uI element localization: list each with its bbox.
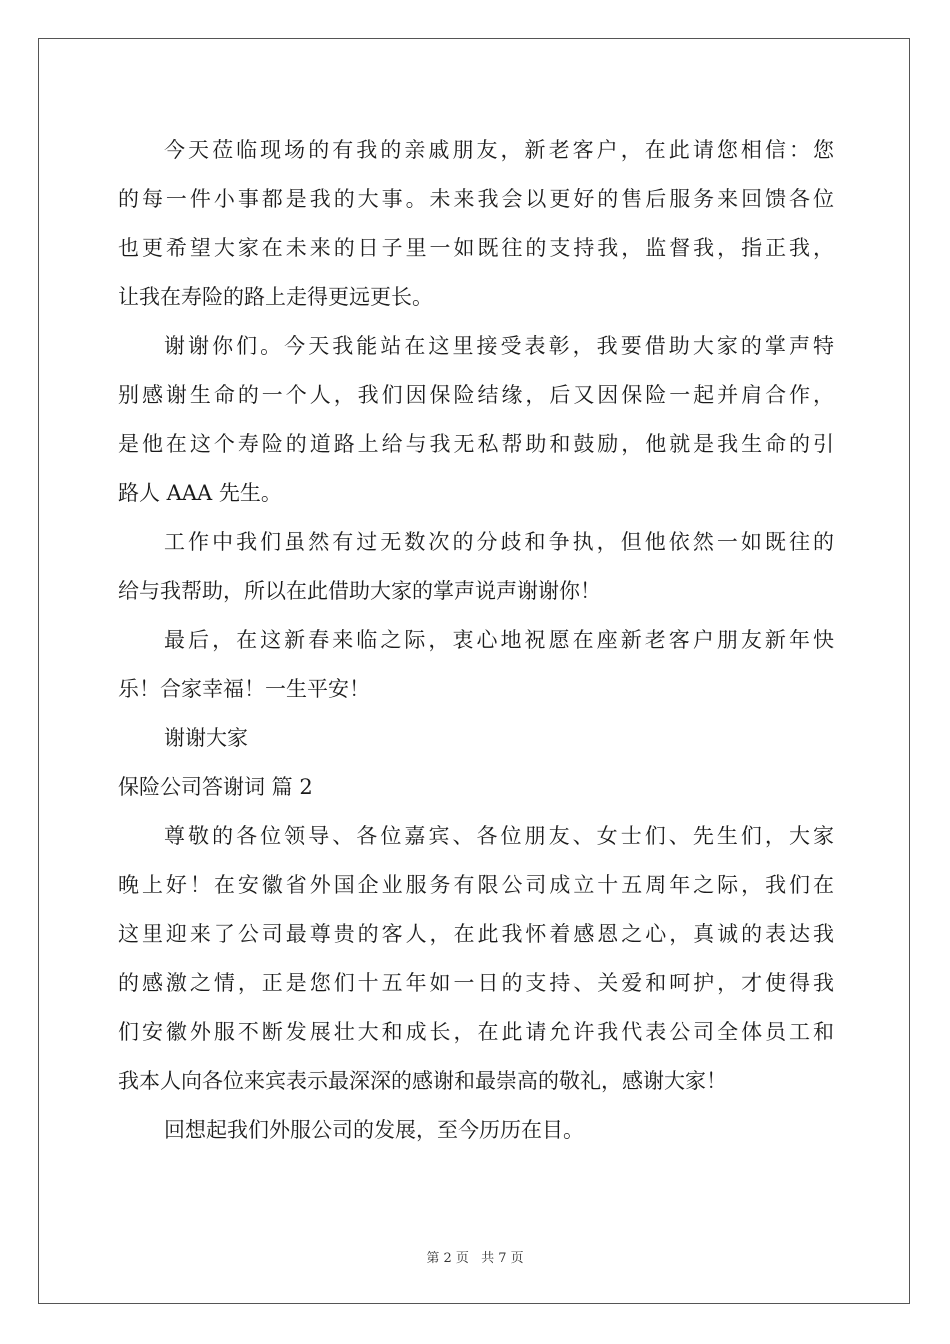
text-line: 回想起我们外服公司的发展，至今历历在目。 [164,1118,584,1142]
text-line: 工作中我们虽然有过无数次的分歧和争执，但他依然一如既往的 [164,530,834,554]
text-line: 让我在寿险的路上走得更远更长。 [118,285,433,309]
text-line: 今天莅临现场的有我的亲戚朋友，新老客户，在此请您相信：您 [164,138,834,162]
section-heading: 保险公司答谢词 篇 2 [118,775,313,799]
document-body [118,126,834,1155]
text-line: 我本人向各位来宾表示最深深的感谢和最崇高的敬礼，感谢大家！ [118,1069,727,1093]
text-line: 是他在这个寿险的道路上给与我无私帮助和鼓励，他就是我生命的引 [118,432,834,456]
text-line: 的感激之情，正是您们十五年如一日的支持、关爱和呵护，才使得我 [118,971,834,995]
text-line: 的每一件小事都是我的大事。未来我会以更好的售后服务来回馈各位 [118,187,834,211]
text-line: 们安徽外服不断发展壮大和成长，在此请允许我代表公司全体员工和 [118,1020,834,1044]
text-line: 路人 AAA 先生。 [118,481,282,505]
text-line: 谢谢大家 [164,726,248,750]
text-line: 最后，在这新春来临之际，衷心地祝愿在座新老客户朋友新年快 [164,628,834,652]
text-line: 晚上好！在安徽省外国企业服务有限公司成立十五周年之际，我们在 [118,873,834,897]
text-line: 别感谢生命的一个人，我们因保险结缘，后又因保险一起并肩合作， [118,383,834,407]
text-line: 这里迎来了公司最尊贵的客人，在此我怀着感恩之心，真诚的表达我 [118,922,834,946]
text-line: 也更希望大家在未来的日子里一如既往的支持我，监督我，指正我， [118,236,834,260]
page-footer [0,1247,950,1266]
page-total: 共 7 页 [481,1251,524,1266]
text-line: 给与我帮助，所以在此借助大家的掌声说声谢谢你！ [118,579,601,603]
page-number: 第 2 页 [426,1251,469,1266]
text-line: 尊敬的各位领导、各位嘉宾、各位朋友、女士们、先生们，大家 [164,824,834,848]
text-line: 谢谢你们。今天我能站在这里接受表彰，我要借助大家的掌声特 [164,334,834,358]
text-line: 乐！合家幸福！一生平安！ [118,677,370,701]
